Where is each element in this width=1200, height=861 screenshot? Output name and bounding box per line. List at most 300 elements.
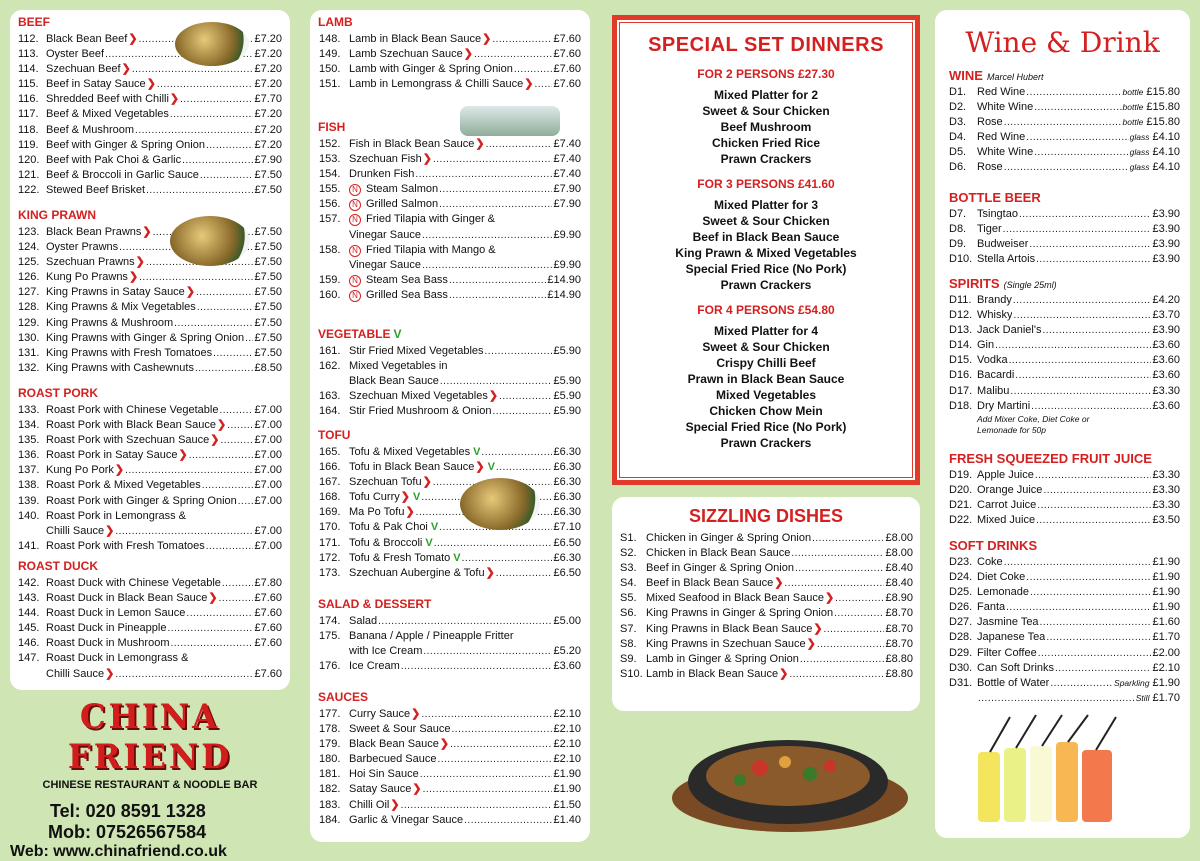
n-badge-icon: N (349, 184, 361, 196)
chilli-icon: ❯ (485, 566, 495, 579)
section-title: TOFU (318, 428, 351, 442)
section-title: ROAST DUCK (18, 559, 98, 573)
leader-dots (196, 285, 253, 300)
menu-item-row (935, 338, 1190, 353)
menu-item-row (310, 167, 590, 182)
menu-item-row (310, 752, 590, 767)
leader-dots (401, 659, 553, 674)
item-name-text: Lamb in Lemongrass & Chilli Sauce (349, 78, 524, 91)
item-name-text: Red Wine (977, 131, 1026, 144)
menu-item-row (935, 293, 1190, 308)
item-price: £7.70 (254, 93, 282, 106)
menu-item-row (612, 546, 920, 561)
leader-dots (1029, 237, 1151, 252)
leader-dots (1034, 145, 1128, 160)
item-price: £1.70 (1152, 631, 1180, 644)
item-name (349, 629, 514, 644)
section-heading (310, 15, 590, 30)
leader-dots (206, 138, 253, 153)
item-name-text: Roast Pork with Black Bean Sauce (46, 419, 216, 432)
item-code: 181. (319, 768, 341, 781)
beer-heading: BOTTLE BEER (949, 190, 1041, 205)
item-price: £7.50 (254, 286, 282, 299)
menu-item-row (10, 539, 290, 554)
item-name (349, 520, 438, 535)
item-name-text: Beef & Broccoli in Garlic Sauce (46, 168, 199, 181)
leader-dots (1038, 646, 1152, 661)
vegetarian-v-icon: V (412, 491, 421, 504)
spirits-note-2: Lemonade for 50p (977, 424, 1046, 435)
item-price: £1.90 (553, 768, 581, 781)
menu-item-row (10, 255, 290, 270)
item-code: S4. (620, 577, 637, 590)
menu-item-row (10, 47, 290, 62)
item-price: £3.90 (1152, 324, 1180, 337)
menu-item-row (310, 359, 590, 374)
item-name (349, 62, 513, 77)
item-code: 117. (18, 108, 39, 121)
menu-item-row (612, 652, 920, 667)
item-price: £3.60 (1152, 369, 1180, 382)
item-code: S6. (620, 607, 637, 620)
item-name (349, 32, 491, 47)
set-item: Mixed Platter for 3 (713, 198, 819, 212)
menu-item-row (10, 606, 290, 621)
vegetarian-v-icon: V (393, 327, 402, 341)
menu-item-row (10, 448, 290, 463)
item-code: D20. (949, 484, 973, 497)
item-name (349, 551, 461, 566)
item-code: 113. (18, 48, 39, 61)
item-price: £8.80 (885, 667, 913, 680)
item-note: bottle (1122, 87, 1144, 97)
item-code: D16. (949, 369, 973, 382)
item-price: £3.60 (1152, 399, 1180, 412)
chilli-icon: ❯ (146, 78, 156, 91)
item-price: £8.50 (254, 361, 282, 374)
chilli-icon: ❯ (412, 783, 422, 796)
item-price: £15.80 (1146, 86, 1180, 98)
item-code: 126. (18, 271, 40, 284)
item-name (977, 513, 1035, 528)
item-price: £5.00 (553, 615, 581, 627)
menu-item-row (612, 531, 920, 546)
item-price: £6.30 (553, 506, 581, 519)
item-code: 161. (319, 345, 341, 357)
item-name (349, 475, 432, 490)
item-name-text: Black Bean Beef (46, 33, 128, 45)
item-name (349, 167, 414, 182)
item-price: £3.30 (1152, 484, 1180, 497)
item-name-text: Filter Coffee (977, 646, 1037, 659)
item-name (349, 137, 485, 152)
item-name-text: Szechuan Mixed Vegetables (349, 390, 488, 403)
item-name-text: Roast Pork with Fresh Tomatoes (46, 539, 205, 552)
item-price: £3.30 (1152, 384, 1180, 397)
item-name-text: Garlic & Vinegar Sauce (349, 813, 464, 826)
item-price: £2.10 (553, 708, 581, 720)
chilli-icon: ❯ (169, 93, 180, 106)
item-name (977, 661, 1054, 676)
item-code: D28. (949, 631, 973, 644)
item-name-text: Chilli Sauce (46, 524, 105, 537)
menu-item-row (935, 353, 1190, 368)
leader-dots (1026, 570, 1151, 585)
leader-dots (1050, 676, 1113, 691)
item-name (646, 561, 794, 576)
menu-item-row (310, 566, 590, 581)
section-title: BEEF (18, 15, 51, 29)
item-price: £7.50 (254, 183, 282, 196)
item-name (349, 707, 420, 722)
set-item: Sweet & Sour Chicken (702, 104, 830, 118)
item-code: D23. (949, 556, 973, 568)
tofu-dish-image (460, 478, 540, 530)
leader-dots (1019, 207, 1151, 222)
item-name (646, 531, 811, 546)
item-code: 171. (319, 536, 341, 549)
section-title: ROAST PORK (18, 386, 99, 400)
item-code: 182. (319, 783, 341, 796)
item-price: £5.90 (553, 345, 581, 357)
leader-dots (492, 404, 552, 419)
item-name (46, 47, 104, 62)
item-code: 140. (18, 509, 40, 522)
menu-item-row (935, 160, 1190, 175)
leader-dots (125, 463, 253, 478)
item-name-text: Lamb in Ginger & Spring Onion (646, 652, 799, 665)
item-name (349, 47, 473, 62)
item-price: £1.90 (1152, 556, 1180, 568)
leader-dots (1031, 399, 1151, 414)
item-name (977, 145, 1033, 160)
wine-list (935, 85, 1190, 176)
chilli-icon: ❯ (390, 798, 400, 811)
item-price: £2.10 (1152, 661, 1180, 674)
item-name-text: Fish in Black Bean Sauce (349, 138, 475, 150)
item-price: £7.00 (254, 479, 282, 492)
menu-item-row (310, 182, 590, 197)
item-price: £7.50 (254, 271, 282, 284)
item-name-text: Lamb Szechuan Sauce (349, 48, 463, 61)
item-code: 160. (319, 288, 341, 301)
set-dinner-groups (617, 67, 915, 451)
item-code: S7. (620, 622, 637, 635)
item-price: £3.60 (1152, 339, 1180, 352)
chilli-icon: ❯ (142, 226, 152, 238)
chilli-icon: ❯ (216, 419, 227, 432)
item-name-text: Dry Martini (977, 399, 1031, 412)
item-name-text: Stir Fried Mushroom & Onion (349, 405, 492, 418)
chilli-icon: ❯ (210, 434, 220, 447)
item-name (977, 468, 1034, 483)
menu-item-row (935, 399, 1190, 414)
item-name (646, 652, 799, 667)
juice-heading: FRESH SQUEEZED FRUIT JUICE (949, 451, 1152, 466)
mobile: Mob: 07526567584 (48, 822, 207, 842)
item-price: £7.00 (254, 524, 282, 537)
item-code: D29. (949, 646, 973, 659)
item-name-text: Szechuan Aubergine & Tofu (349, 566, 485, 579)
item-price: £7.00 (254, 539, 282, 552)
chilli-icon: ❯ (128, 271, 139, 284)
item-price: £1.70 (1152, 691, 1180, 704)
item-name (349, 798, 400, 813)
leader-dots (499, 389, 552, 404)
set-group-heading: FOR 4 PERSONS £54.80 (697, 303, 835, 317)
item-name (349, 767, 419, 782)
item-code: 122. (18, 183, 40, 196)
section-heading (310, 428, 590, 443)
item-code: 157. (319, 213, 341, 226)
item-name (349, 445, 480, 460)
menu-item-row (10, 433, 290, 448)
item-name-text: Bottle of Water (977, 676, 1050, 689)
menu-item-row (935, 252, 1190, 267)
wine-drink-title: Wine & Drink (965, 26, 1160, 59)
menu-item-row (612, 667, 920, 682)
item-name (46, 62, 131, 77)
menu-item-row (310, 475, 590, 490)
website-link[interactable]: Web: www.chinafriend.co.uk (10, 843, 227, 860)
menu-item-row (612, 591, 920, 606)
leader-dots (186, 606, 253, 621)
item-name-text: Stewed Beef Brisket (46, 183, 146, 196)
item-name-text: Lamb in Black Bean Sauce (646, 667, 779, 680)
item-name (46, 448, 188, 463)
leader-dots (824, 622, 885, 637)
menu-item-row (10, 123, 290, 138)
item-name (46, 77, 156, 92)
menu-item-row (310, 707, 590, 722)
set-item: Mixed Platter for 2 (713, 88, 819, 102)
item-name (46, 331, 244, 346)
item-name-text: Szechuan Fish (349, 153, 422, 166)
item-name (349, 722, 451, 737)
item-name (46, 285, 195, 300)
item-name-text: Banana / Apple / Pineapple Fritter (349, 630, 514, 643)
item-code: D2. (949, 101, 967, 114)
item-price: £7.50 (254, 301, 282, 314)
section-title: KING PRAWN (18, 208, 96, 222)
item-name-text: Fried Tilapia with Mango & (366, 243, 496, 256)
item-name-text: Szechuan Prawns (46, 256, 135, 269)
spirits-note-1: Add Mixer Coke, Diet Coke or (977, 413, 1090, 424)
leader-dots (440, 374, 553, 389)
menu-item-row (935, 384, 1190, 399)
vegetarian-v-icon: V (453, 551, 461, 564)
item-code: 151. (319, 78, 341, 91)
spirits-subtitle: (Single 25ml) (1003, 280, 1057, 290)
leader-dots (1040, 615, 1152, 630)
item-price: £7.00 (254, 404, 282, 416)
leader-dots (439, 182, 552, 197)
leader-dots (481, 445, 552, 460)
menu-item-row (310, 212, 590, 227)
leader-dots (378, 614, 552, 629)
menu-item-row (10, 153, 290, 168)
item-code: D3. (949, 116, 967, 129)
item-name-text: Tofu Curry (349, 491, 400, 504)
leader-dots (200, 168, 254, 183)
leader-dots (1035, 468, 1152, 483)
spirits-list (935, 293, 1190, 414)
leader-dots (135, 123, 253, 138)
leader-dots (1009, 353, 1152, 368)
menu-item-row (935, 468, 1190, 483)
leader-dots (485, 344, 553, 359)
leader-dots (422, 228, 553, 243)
item-name-text: Szechuan Beef (46, 63, 121, 76)
leader-dots (115, 524, 253, 539)
item-price: £2.10 (553, 753, 581, 766)
item-name-text: Drunken Fish (349, 168, 415, 181)
item-price: £15.80 (1146, 116, 1180, 129)
item-name (349, 374, 439, 389)
leader-dots (449, 273, 546, 288)
item-price: £7.20 (254, 33, 282, 45)
item-name-text: Budweiser (977, 238, 1029, 251)
leader-dots (415, 167, 552, 182)
item-name (646, 606, 833, 621)
item-name-text: Tiger (977, 223, 1002, 236)
item-code: D31. (949, 676, 973, 689)
section-fish (310, 120, 590, 303)
item-name-text: Roast Duck with Chinese Vegetable (46, 577, 221, 589)
section-wine (935, 68, 1190, 176)
vegetarian-v-icon: V (430, 521, 439, 534)
menu-item-row (612, 637, 920, 652)
item-price: £7.60 (553, 33, 581, 45)
item-name (977, 646, 1037, 661)
leader-dots (434, 536, 553, 551)
chilli-icon: ❯ (488, 390, 499, 403)
leader-dots (1046, 630, 1151, 645)
item-code: 176. (319, 660, 341, 673)
soft-drinks-heading: SOFT DRINKS (949, 538, 1038, 553)
item-name-text: Roast Pork with Ginger & Spring Onion (46, 494, 237, 507)
item-code: 146. (18, 637, 40, 650)
item-price: £7.00 (254, 419, 282, 432)
item-name (977, 252, 1035, 267)
item-code: D15. (949, 354, 973, 367)
item-price: £7.20 (254, 48, 282, 61)
item-name (46, 300, 196, 315)
leader-dots (835, 591, 884, 606)
item-name-text: Tofu & Fresh Tomato (349, 551, 451, 564)
menu-item-row (10, 168, 290, 183)
item-price: £1.50 (553, 798, 581, 811)
n-badge-icon: N (349, 245, 361, 257)
item-name (46, 494, 237, 509)
set-item: Sweet & Sour Chicken (702, 214, 830, 228)
item-name (977, 100, 1033, 115)
item-name-text: Lamb in Black Bean Sauce (349, 33, 482, 45)
item-name (977, 600, 1005, 615)
item-price: £8.70 (885, 637, 913, 650)
item-name (46, 138, 205, 153)
menu-item-row (10, 667, 290, 682)
item-price: £3.50 (1152, 514, 1180, 527)
item-name-text: Beef with Ginger & Spring Onion (46, 138, 205, 151)
item-name (977, 353, 1008, 368)
menu-item-row (10, 478, 290, 493)
item-price: £1.90 (1152, 601, 1180, 614)
menu-item-row (935, 207, 1190, 222)
item-name (977, 237, 1028, 252)
item-name-text: King Prawns with Fresh Tomatoes (46, 346, 213, 359)
item-note: glass (1129, 132, 1150, 143)
leader-dots (220, 433, 253, 448)
item-code: S8. (620, 637, 637, 650)
item-code: D5. (949, 146, 967, 159)
item-name-text: Rose (977, 161, 1003, 174)
item-name (349, 490, 420, 505)
menu-item-row (310, 782, 590, 797)
chilli-icon: ❯ (135, 256, 145, 269)
menu-item-row (10, 92, 290, 107)
set-item: Chicken Fried Rice (711, 136, 821, 150)
leader-dots (450, 737, 552, 752)
prawn-dish-image (170, 216, 250, 266)
item-name-text: White Wine (977, 101, 1034, 114)
item-code: 123. (18, 226, 40, 238)
item-name-text: Grilled Salmon (366, 198, 439, 211)
leader-dots (423, 782, 553, 797)
menu-item-row (10, 621, 290, 636)
item-name-text: King Prawns & Mix Vegetables (46, 301, 196, 314)
item-note: glass (1129, 162, 1150, 173)
item-code: 131. (18, 346, 40, 359)
item-price: £7.50 (254, 168, 282, 181)
item-code: D24. (949, 571, 973, 584)
menu-item-row (10, 591, 290, 606)
menu-item-row (10, 183, 290, 198)
chilli-icon: ❯ (813, 622, 823, 635)
item-name-text: Roast Pork in Satay Sauce (46, 449, 178, 462)
item-name-text: Mixed Vegetables in (349, 360, 448, 373)
item-price: £7.00 (254, 494, 282, 507)
item-code: 170. (319, 521, 341, 534)
item-price: £5.90 (553, 375, 581, 388)
section-heading (310, 327, 590, 342)
item-code: 168. (319, 491, 341, 504)
menu-item-row (935, 630, 1190, 645)
leader-dots (486, 137, 553, 152)
menu-item-row (10, 636, 290, 651)
item-price: £14.90 (547, 273, 581, 286)
section-heading (310, 597, 590, 612)
item-name (349, 505, 415, 520)
leader-dots (1055, 661, 1151, 676)
item-name-text: Bacardi (977, 369, 1015, 382)
item-code: 166. (319, 461, 341, 474)
leader-dots (1013, 308, 1151, 323)
item-code: 179. (319, 738, 341, 751)
n-badge-icon: N (349, 275, 361, 287)
chilli-icon: ❯ (482, 33, 492, 45)
item-name-text: Roast Duck in Pineapple (46, 622, 167, 635)
item-name-text: Lamb with Ginger & Spring Onion (349, 63, 513, 76)
item-name (46, 591, 218, 606)
item-name (646, 622, 823, 637)
spirits-title: SPIRITS (949, 276, 1000, 291)
item-code: 147. (18, 652, 40, 665)
telephone: Tel: 020 8591 1328 (50, 801, 206, 821)
leader-dots (423, 644, 552, 659)
leader-dots (170, 107, 254, 122)
item-code: D10. (949, 253, 973, 266)
